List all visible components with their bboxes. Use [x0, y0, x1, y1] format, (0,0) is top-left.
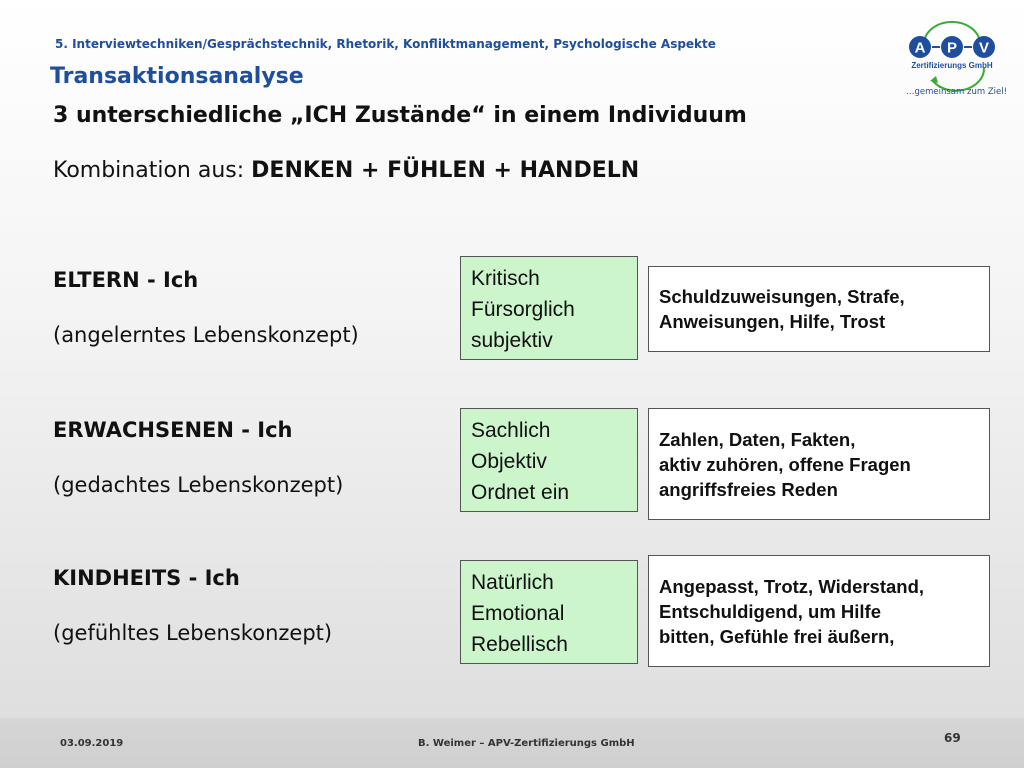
- example-text: Entschuldigend, um Hilfe: [659, 600, 882, 622]
- trait-text: Fürsorglich: [471, 298, 575, 321]
- logo-letter-a: A: [914, 39, 926, 57]
- example-text: Angepasst, Trotz, Widerstand,: [659, 575, 925, 597]
- footer-author: B. Weimer – APV-Zertifizierungs GmbH: [418, 738, 635, 749]
- trait-text: Objektiv: [471, 450, 547, 473]
- state-desc-eltern: (angelerntes Lebenskonzept): [53, 323, 359, 347]
- example-text: Zahlen, Daten, Fakten,: [659, 428, 856, 450]
- logo-slogan: …gemeinsam zum Ziel!: [906, 87, 1008, 97]
- traits-box-kindheits: [460, 560, 638, 664]
- combination-prefix: Kombination aus:: [53, 158, 252, 183]
- example-text: Schuldzuweisungen, Strafe,: [659, 286, 905, 307]
- example-text: angriffsfreies Reden: [659, 478, 838, 500]
- combination-bold: DENKEN + FÜHLEN + HANDELN: [251, 158, 640, 183]
- state-desc-erwachsenen: (gedachtes Lebenskonzept): [53, 473, 344, 497]
- example-text: Anweisungen, Hilfe, Trost: [659, 311, 886, 332]
- slide-subtitle: 3 unterschiedliche „ICH Zustände“ in einem Individuum: [53, 103, 747, 128]
- examples-box-erwachsenen: [648, 408, 990, 520]
- footer-date: 03.09.2019: [60, 738, 124, 749]
- logo-letter-p: P: [946, 39, 958, 57]
- state-desc-kindheits: (gefühltes Lebenskonzept): [53, 621, 333, 645]
- trait-text: Sachlich: [471, 419, 551, 442]
- examples-box-kindheits: [648, 555, 990, 667]
- trait-text: Rebellisch: [471, 633, 568, 656]
- page-number: 69: [944, 731, 961, 745]
- trait-text: Emotional: [471, 602, 565, 625]
- state-name-erwachsenen: ERWACHSENEN - Ich: [53, 418, 293, 442]
- state-name-kindheits: KINDHEITS - Ich: [53, 566, 240, 590]
- traits-box-eltern: [460, 256, 638, 360]
- state-name-eltern: ELTERN - Ich: [53, 268, 199, 292]
- trait-text: Kritisch: [471, 267, 540, 290]
- examples-box-eltern: [648, 266, 990, 352]
- trait-text: Ordnet ein: [471, 481, 570, 504]
- trait-text: Natürlich: [471, 571, 554, 594]
- example-text: bitten, Gefühle frei äußern,: [659, 625, 895, 647]
- logo-company: Zertifizierungs GmbH: [911, 61, 993, 70]
- course-header: 5. Interviewtechniken/Gesprächstechnik, Rhetorik, Konfliktmanagement, Psychologische Aspekte: [55, 37, 716, 51]
- section-title: Transaktionsanalyse: [50, 64, 304, 89]
- logo-letter-v: V: [978, 39, 990, 57]
- combination-line: [53, 158, 639, 183]
- example-text: aktiv zuhören, offene Fragen: [659, 453, 911, 475]
- trait-text: subjektiv: [471, 329, 553, 352]
- traits-box-erwachsenen: [460, 408, 638, 512]
